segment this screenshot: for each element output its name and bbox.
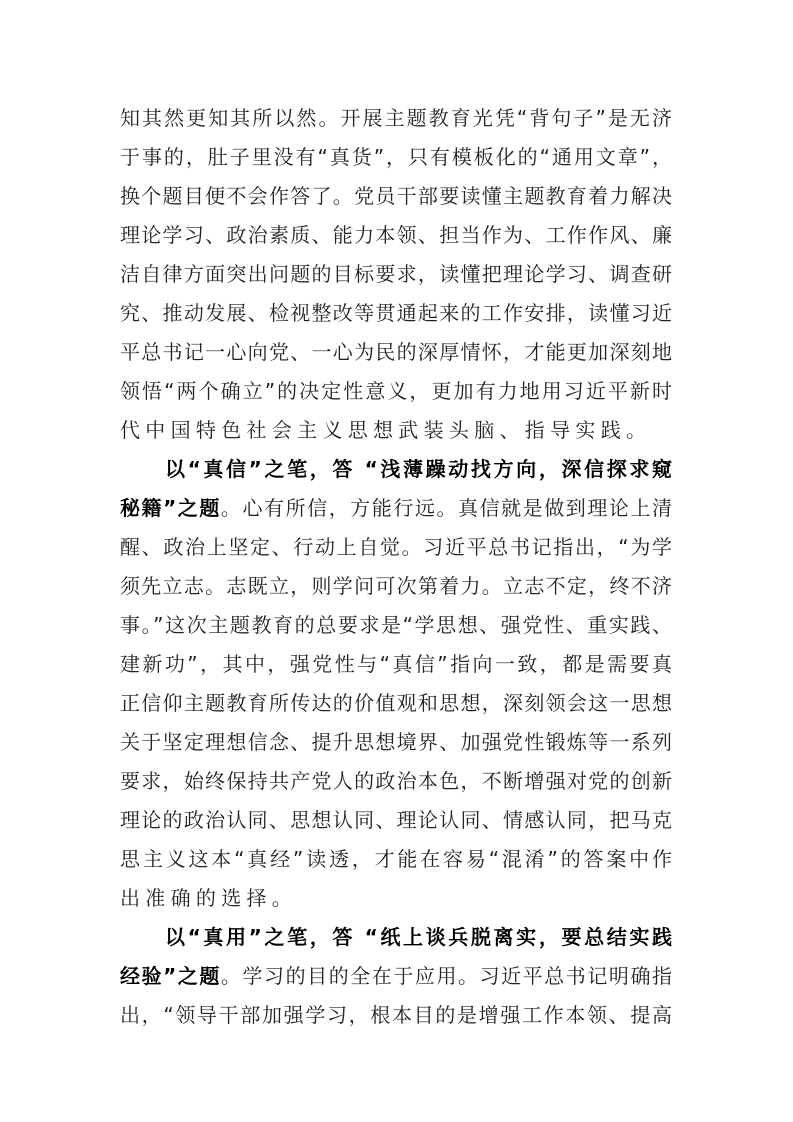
- body-text: 建新功”，其中，强党性与“真信”指向一致，都是需要真: [120, 652, 672, 676]
- text-line: [120, 259, 672, 289]
- body-text: 知其然更知其所以然。开展主题教育光凭“背句子”是无济: [120, 106, 672, 130]
- text-line: [120, 1000, 672, 1030]
- text-line: [120, 727, 672, 757]
- body-text: 要求，始终保持共产党人的政治本色，不断增强对党的创新: [120, 769, 672, 793]
- text-line: [120, 766, 672, 796]
- body-text: 。学习的目的全在于应用。习近平总书记明确指: [220, 964, 672, 988]
- bold-heading-text: 秘籍”之题: [120, 496, 221, 520]
- text-line: [120, 376, 672, 406]
- body-text: 须先立志。志既立，则学问可次第着力。立志不定，终不济: [120, 574, 672, 598]
- text-line: [120, 571, 672, 601]
- text-line: [165, 922, 672, 952]
- text-line: [120, 337, 672, 367]
- text-line: [120, 142, 672, 172]
- text-line: [120, 415, 672, 445]
- body-text: 正信仰主题教育所传达的价值观和思想，深刻领会这一思想: [120, 691, 672, 715]
- body-text: 洁自律方面突出问题的目标要求，读懂把理论学习、调查研: [120, 262, 672, 286]
- bold-heading-text: 经验”之题: [120, 964, 221, 988]
- text-line: [120, 181, 672, 211]
- body-text: 醒、政治上坚定、行动上自觉。习近平总书记指出，“为学: [120, 535, 672, 559]
- body-text: 事。”这次主题教育的总要求是“学思想、强党性、重实践、: [120, 613, 672, 637]
- body-text: 。心有所信，方能行远。真信就是做到理论上清: [220, 496, 672, 520]
- text-line: [120, 532, 672, 562]
- body-text: 于事的，肚子里没有“真货”，只有模板化的“通用文章”，: [120, 145, 672, 169]
- body-text: 究、推动发展、检视整改等贯通起来的工作安排，读懂习近: [120, 301, 672, 325]
- text-line: [120, 220, 672, 250]
- text-line: [120, 649, 672, 679]
- body-text: 代中国特色社会主义思想武装头脑、指导实践。: [120, 418, 652, 442]
- text-line: [120, 805, 672, 835]
- bold-heading-text: 以“真用”之笔，答 “纸上谈兵脱离实，要总结实践: [165, 925, 672, 949]
- body-text: 领悟“两个确立”的决定性意义，更加有力地用习近平新时: [120, 379, 672, 403]
- body-text: 换个题目便不会作答了。党员干部要读懂主题教育着力解决: [120, 184, 672, 208]
- text-line: [120, 298, 672, 328]
- body-text: 平总书记一心向党、一心为民的深厚情怀，才能更加深刻地: [120, 340, 672, 364]
- text-line: [120, 103, 672, 133]
- body-text: 思主义这本“真经”读透，才能在容易“混淆”的答案中作: [120, 847, 672, 871]
- text-line: [165, 454, 672, 484]
- bold-heading-text: 以“真信”之笔，答 “浅薄躁动找方向，深信探求窥: [165, 457, 672, 481]
- body-text: 理论学习、政治素质、能力本领、担当作为、工作作风、廉: [120, 223, 672, 247]
- text-line: [120, 961, 672, 991]
- text-line: [120, 688, 672, 718]
- body-text: 出准确的选择。: [120, 886, 298, 910]
- body-text: 理论的政治认同、思想认同、理论认同、情感认同，把马克: [120, 808, 672, 832]
- body-text: 出，“领导干部加强学习，根本目的是增强工作本领、提高: [120, 1003, 672, 1027]
- text-line: [120, 493, 672, 523]
- text-line: [120, 844, 672, 874]
- body-text: 关于坚定理想信念、提升思想境界、加强党性锻炼等一系列: [120, 730, 672, 754]
- text-line: [120, 883, 672, 913]
- text-line: [120, 610, 672, 640]
